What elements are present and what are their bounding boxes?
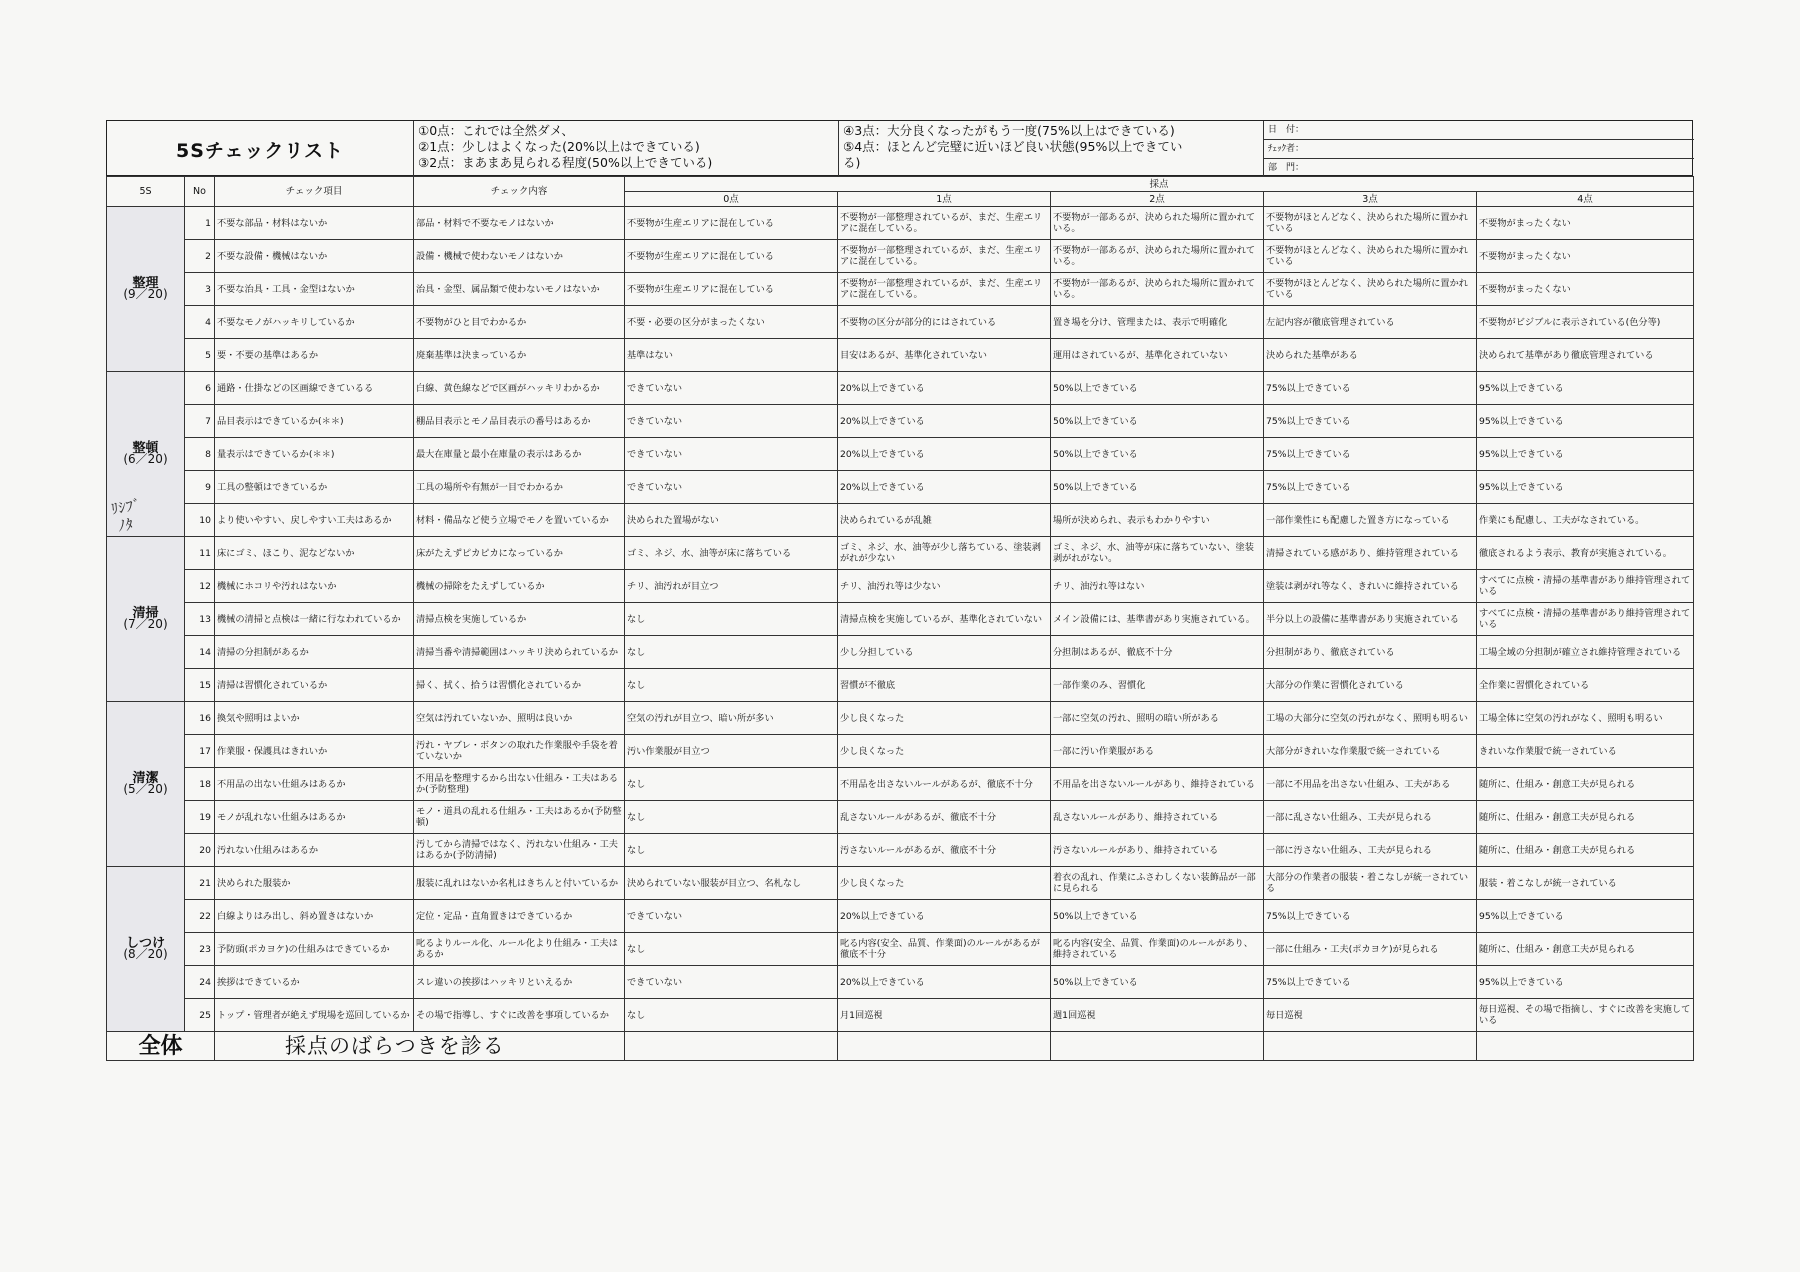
- cell-item: 不要なモノがハッキリしているか: [215, 306, 414, 339]
- table-row: [107, 702, 1694, 735]
- row-number: 16: [185, 702, 215, 735]
- cell-content: 棚品目表示とモノ品目表示の番号はあるか: [414, 405, 625, 438]
- score-cell-3[interactable]: 大部分の作業に習慣化されている: [1264, 669, 1477, 702]
- group-score: (5／20): [123, 782, 168, 796]
- score-cell-2[interactable]: 分担制はあるが、徹底不十分: [1051, 636, 1264, 669]
- row-number: 7: [185, 405, 215, 438]
- score-cell-4[interactable]: すべてに点検・清掃の基準書があり維持管理されている: [1477, 570, 1694, 603]
- col-item: チェック項目: [215, 177, 414, 207]
- score-cell-3[interactable]: 一部に乱さない仕組み、工夫が見られる: [1264, 801, 1477, 834]
- score-cell-4[interactable]: 95%以上できている: [1477, 405, 1694, 438]
- score-cell-1[interactable]: 不用品を出さないルールがあるが、徹底不十分: [838, 768, 1051, 801]
- row-number: 2: [185, 240, 215, 273]
- score-cell-0[interactable]: 汚い作業服が目立つ: [625, 735, 838, 768]
- group-cell: [107, 537, 185, 702]
- row-number: 19: [185, 801, 215, 834]
- score-cell-4[interactable]: 工場全体に空気の汚れがなく、照明も明るい: [1477, 702, 1694, 735]
- score-cell-4[interactable]: 徹底されるよう表示、教育が実施されている。: [1477, 537, 1694, 570]
- score-cell-4[interactable]: 不要物がまったくない: [1477, 207, 1694, 240]
- cell-content: モノ・道具の乱れる仕組み・工夫はあるか(予防整頓): [414, 801, 625, 834]
- score-cell-1[interactable]: 習慣が不徹底: [838, 669, 1051, 702]
- score-cell-0[interactable]: なし: [625, 801, 838, 834]
- cell-content: 材料・備品など使う立場でモノを置いているか: [414, 504, 625, 537]
- score-cell-2[interactable]: 置き場を分け、管理または、表示で明確化: [1051, 306, 1264, 339]
- table-row: [107, 438, 1694, 471]
- group-name: 清掃: [132, 606, 159, 621]
- row-number: 25: [185, 999, 215, 1032]
- cell-content: 工具の場所や有無が一目でわかるか: [414, 471, 625, 504]
- cell-content: 機械の掃除をたえずしているか: [414, 570, 625, 603]
- row-number: 21: [185, 867, 215, 900]
- row-number: 20: [185, 834, 215, 867]
- score-cell-1[interactable]: 少し良くなった: [838, 867, 1051, 900]
- cell-item: 不用品の出ない仕組みはあるか: [215, 768, 414, 801]
- score-cell-2[interactable]: 50%以上できている: [1051, 471, 1264, 504]
- score-cell-0[interactable]: できていない: [625, 966, 838, 999]
- score-cell-4[interactable]: 決められて基準があり徹底管理されている: [1477, 339, 1694, 372]
- score-cell-3[interactable]: 清掃されている感があり、維持管理されている: [1264, 537, 1477, 570]
- cell-item: 要・不要の基準はあるか: [215, 339, 414, 372]
- cell-content: 定位・定品・直角置きはできているか: [414, 900, 625, 933]
- score-cell-0[interactable]: 基準はない: [625, 339, 838, 372]
- date-field[interactable]: 日 付：: [1264, 121, 1694, 140]
- score-cell-1[interactable]: 20%以上できている: [838, 438, 1051, 471]
- group-name: 整頓: [132, 441, 159, 456]
- score-cell-4[interactable]: 95%以上できている: [1477, 471, 1694, 504]
- score-cell-0[interactable]: 不要物が生産エリアに混在している: [625, 240, 838, 273]
- score-cell-1[interactable]: 少し良くなった: [838, 702, 1051, 735]
- table-row: [107, 504, 1694, 537]
- score-cell-2[interactable]: 不要物が一部あるが、決められた場所に置かれている。: [1051, 240, 1264, 273]
- score-cell-1[interactable]: 20%以上できている: [838, 405, 1051, 438]
- cell-content: 清掃当番や清掃範囲はハッキリ決められているか: [414, 636, 625, 669]
- score-cell-2[interactable]: 不要物が一部あるが、決められた場所に置かれている。: [1051, 273, 1264, 306]
- table-row: [107, 834, 1694, 867]
- score-cell-0[interactable]: なし: [625, 636, 838, 669]
- score-cell-3[interactable]: 一部に汚さない仕組み、工夫が見られる: [1264, 834, 1477, 867]
- criteria-right: [839, 121, 1264, 177]
- table-row: [107, 603, 1694, 636]
- score-cell-2[interactable]: 一部に汚い作業服がある: [1051, 735, 1264, 768]
- cell-content: 白線、黄色線などで区画がハッキリわかるか: [414, 372, 625, 405]
- handwritten-note: ﾘｼﾌﾞ ﾉﾀ: [109, 496, 142, 536]
- cell-content: 空気は汚れていないか、照明は良いか: [414, 702, 625, 735]
- table-row: [107, 471, 1694, 504]
- checklist-body: [107, 207, 1694, 1032]
- score-cell-1[interactable]: 不要物が一部整理されているが、まだ、生産エリアに混在している。: [838, 207, 1051, 240]
- row-number: 1: [185, 207, 215, 240]
- checker-field[interactable]: ﾁｪｯｸ者：: [1264, 140, 1694, 159]
- score-cell-2[interactable]: 場所が決められ、表示もわかりやすい: [1051, 504, 1264, 537]
- score-cell-0[interactable]: なし: [625, 834, 838, 867]
- table-row: [107, 801, 1694, 834]
- score-cell-2[interactable]: チリ、油汚れ等はない: [1051, 570, 1264, 603]
- score-cell-4[interactable]: 不要物がビジブルに表示されている(色分等): [1477, 306, 1694, 339]
- score-cell-2[interactable]: 運用はされているが、基準化されていない: [1051, 339, 1264, 372]
- score-cell-2[interactable]: 50%以上できている: [1051, 438, 1264, 471]
- group-score: (9／20): [123, 287, 168, 301]
- cell-content: 設備・機械で使わないモノはないか: [414, 240, 625, 273]
- row-number: 5: [185, 339, 215, 372]
- sheet-header: [106, 120, 1693, 176]
- score-cell-4[interactable]: 95%以上できている: [1477, 372, 1694, 405]
- criteria-line: ②1点：少しはよくなった(20%以上はできている): [418, 139, 700, 154]
- table-row: [107, 339, 1694, 372]
- score-cell-2[interactable]: 50%以上できている: [1051, 900, 1264, 933]
- score-cell-2[interactable]: 着衣の乱れ、作業にふさわしくない装飾品が一部に見られる: [1051, 867, 1264, 900]
- score-cell-2[interactable]: 一部に空気の汚れ、照明の暗い所がある: [1051, 702, 1264, 735]
- table-row: [107, 735, 1694, 768]
- col-score-2: 2点: [1051, 192, 1264, 207]
- col-score-1: 1点: [838, 192, 1051, 207]
- group-cell: [107, 867, 185, 1032]
- score-cell-1[interactable]: チリ、油汚れ等は少ない: [838, 570, 1051, 603]
- row-number: 3: [185, 273, 215, 306]
- group-cell: [107, 702, 185, 867]
- total-cell[interactable]: [1477, 1032, 1694, 1061]
- score-cell-2[interactable]: 50%以上できている: [1051, 372, 1264, 405]
- score-cell-3[interactable]: 一部に不用品を出さない仕組み、工夫がある: [1264, 768, 1477, 801]
- cell-item: 機械の清掃と点検は一緒に行なわれているか: [215, 603, 414, 636]
- score-cell-2[interactable]: 50%以上できている: [1051, 405, 1264, 438]
- score-cell-0[interactable]: なし: [625, 999, 838, 1032]
- score-cell-1[interactable]: 決められているが乱雑: [838, 504, 1051, 537]
- score-cell-2[interactable]: 週1回巡視: [1051, 999, 1264, 1032]
- score-cell-1[interactable]: 叱る内容(安全、品質、作業面)のルールがあるが徹底不十分: [838, 933, 1051, 966]
- criteria-line: ①0点：これでは全然ダメ、: [418, 123, 574, 138]
- score-cell-3[interactable]: 一部に仕組み・工夫(ポカヨケ)が見られる: [1264, 933, 1477, 966]
- score-cell-2[interactable]: 不要物が一部あるが、決められた場所に置かれている。: [1051, 207, 1264, 240]
- score-cell-4[interactable]: すべてに点検・清掃の基準書があり維持管理されている: [1477, 603, 1694, 636]
- row-number: 13: [185, 603, 215, 636]
- group-score: (8／20): [123, 947, 168, 961]
- col-score: 採点: [625, 177, 1694, 192]
- score-cell-2[interactable]: 汚さないルールがあり、維持されている: [1051, 834, 1264, 867]
- score-cell-3[interactable]: 不要物がほとんどなく、決められた場所に置かれている: [1264, 207, 1477, 240]
- score-cell-4[interactable]: 毎日巡視、その場で指摘し、すぐに改善を実施している: [1477, 999, 1694, 1032]
- score-cell-0[interactable]: 不要物が生産エリアに混在している: [625, 207, 838, 240]
- cell-item: 清掃の分担制があるか: [215, 636, 414, 669]
- score-cell-0[interactable]: 不要・必要の区分がまったくない: [625, 306, 838, 339]
- score-cell-3[interactable]: 決められた基準がある: [1264, 339, 1477, 372]
- cell-content: 叱るよりルール化、ルール化より仕組み・工夫はあるか: [414, 933, 625, 966]
- score-cell-3[interactable]: 75%以上できている: [1264, 438, 1477, 471]
- table-row: [107, 867, 1694, 900]
- table-row: [107, 570, 1694, 603]
- table-row: [107, 306, 1694, 339]
- table-row: [107, 900, 1694, 933]
- cell-item: 床にゴミ、ほこり、泥などないか: [215, 537, 414, 570]
- table-row: [107, 240, 1694, 273]
- total-cell[interactable]: [1051, 1032, 1264, 1061]
- table-row: [107, 636, 1694, 669]
- group-name: 清潔: [132, 771, 159, 786]
- score-cell-3[interactable]: 半分以上の設備に基準書があり実施されている: [1264, 603, 1477, 636]
- group-name: 整理: [132, 276, 159, 291]
- score-cell-3[interactable]: 毎日巡視: [1264, 999, 1477, 1032]
- score-cell-1[interactable]: 少し良くなった: [838, 735, 1051, 768]
- score-cell-4[interactable]: 不要物がまったくない: [1477, 273, 1694, 306]
- score-cell-4[interactable]: 工場全域の分担制が確立され維持管理されている: [1477, 636, 1694, 669]
- score-cell-4[interactable]: 随所に、仕組み・創意工夫が見られる: [1477, 801, 1694, 834]
- total-row: [107, 1032, 1694, 1061]
- score-cell-0[interactable]: ゴミ、ネジ、水、油等が床に落ちている: [625, 537, 838, 570]
- row-number: 18: [185, 768, 215, 801]
- table-row: [107, 207, 1694, 240]
- score-cell-0[interactable]: なし: [625, 669, 838, 702]
- score-cell-2[interactable]: 叱る内容(安全、品質、作業面)のルールがあり、維持されている: [1051, 933, 1264, 966]
- score-cell-1[interactable]: 不要物が一部整理されているが、まだ、生産エリアに混在している。: [838, 240, 1051, 273]
- score-cell-1[interactable]: 乱さないルールがあるが、徹底不十分: [838, 801, 1051, 834]
- checklist-sheet: [106, 120, 1693, 1061]
- cell-item: 予防頭(ポカヨケ)の仕組みはできているか: [215, 933, 414, 966]
- score-cell-2[interactable]: ゴミ、ネジ、水、油等が床に落ちていない、塗装剥がれがない。: [1051, 537, 1264, 570]
- row-number: 22: [185, 900, 215, 933]
- score-cell-3[interactable]: 左記内容が徹底管理されている: [1264, 306, 1477, 339]
- row-number: 11: [185, 537, 215, 570]
- table-row: [107, 933, 1694, 966]
- row-number: 23: [185, 933, 215, 966]
- cell-item: より使いやすい、戻しやすい工夫はあるか: [215, 504, 414, 537]
- row-number: 6: [185, 372, 215, 405]
- score-cell-0[interactable]: できていない: [625, 372, 838, 405]
- cell-content: その場で指導し、すぐに改善を事項しているか: [414, 999, 625, 1032]
- score-cell-1[interactable]: 不要物の区分が部分的にはされている: [838, 306, 1051, 339]
- score-cell-3[interactable]: 大部分の作業者の服装・着こなしが統一されている: [1264, 867, 1477, 900]
- cell-item: トップ・管理者が絶えず現場を巡回しているか: [215, 999, 414, 1032]
- score-cell-1[interactable]: ゴミ、ネジ、水、油等が少し落ちている、塗装剥がれが少ない: [838, 537, 1051, 570]
- meta-fields: [1264, 121, 1694, 177]
- row-number: 12: [185, 570, 215, 603]
- cell-item: 挨拶はできているか: [215, 966, 414, 999]
- total-label: 全体: [107, 1032, 215, 1061]
- total-cell[interactable]: [625, 1032, 838, 1061]
- cell-content: 汚れ・ヤブレ・ボタンの取れた作業服や手袋を着ていないか: [414, 735, 625, 768]
- row-number: 4: [185, 306, 215, 339]
- row-number: 17: [185, 735, 215, 768]
- score-cell-4[interactable]: 95%以上できている: [1477, 966, 1694, 999]
- cell-item: 通路・仕掛などの区画線できているる: [215, 372, 414, 405]
- score-cell-1[interactable]: 20%以上できている: [838, 966, 1051, 999]
- criteria-line: ⑤4点：ほとんど完璧に近いほど良い状態(95%以上できてい: [843, 139, 1183, 154]
- cell-item: 不要な設備・機械はないか: [215, 240, 414, 273]
- cell-item: 決められた服装か: [215, 867, 414, 900]
- score-cell-4[interactable]: きれいな作業服で統一されている: [1477, 735, 1694, 768]
- score-cell-0[interactable]: できていない: [625, 900, 838, 933]
- score-cell-3[interactable]: 大部分がきれいな作業服で統一されている: [1264, 735, 1477, 768]
- score-cell-2[interactable]: メイン設備には、基準書があり実施されている。: [1051, 603, 1264, 636]
- score-cell-1[interactable]: 月1回巡視: [838, 999, 1051, 1032]
- score-cell-3[interactable]: 分担制があり、徹底されている: [1264, 636, 1477, 669]
- group-score: (7／20): [123, 617, 168, 631]
- cell-content: 部品・材料で不要なモノはないか: [414, 207, 625, 240]
- score-cell-1[interactable]: 汚さないルールがあるが、徹底不十分: [838, 834, 1051, 867]
- score-cell-3[interactable]: 一部作業性にも配慮した置き方になっている: [1264, 504, 1477, 537]
- cell-content: 清掃点検を実施しているか: [414, 603, 625, 636]
- criteria-line: る): [843, 155, 861, 170]
- row-number: 10: [185, 504, 215, 537]
- score-cell-2[interactable]: 一部作業のみ、習慣化: [1051, 669, 1264, 702]
- table-row: [107, 669, 1694, 702]
- group-cell: [107, 207, 185, 372]
- score-cell-4[interactable]: 随所に、仕組み・創意工夫が見られる: [1477, 768, 1694, 801]
- score-cell-4[interactable]: 随所に、仕組み・創意工夫が見られる: [1477, 933, 1694, 966]
- total-note: 採点のばらつきを診る: [215, 1032, 625, 1061]
- row-number: 14: [185, 636, 215, 669]
- criteria-line: ③2点：まあまあ見られる程度(50%以上できている): [418, 155, 713, 170]
- cell-content: スレ違いの挨拶はハッキリといえるか: [414, 966, 625, 999]
- score-cell-3[interactable]: 工場の大部分に空気の汚れがなく、照明も明るい: [1264, 702, 1477, 735]
- cell-item: モノが乱れない仕組みはあるか: [215, 801, 414, 834]
- score-cell-0[interactable]: 決められた置場がない: [625, 504, 838, 537]
- score-cell-0[interactable]: 決められていない服装が目立つ、名札なし: [625, 867, 838, 900]
- score-cell-3[interactable]: 不要物がほとんどなく、決められた場所に置かれている: [1264, 273, 1477, 306]
- score-cell-4[interactable]: 95%以上できている: [1477, 900, 1694, 933]
- table-row: [107, 405, 1694, 438]
- score-cell-3[interactable]: 不要物がほとんどなく、決められた場所に置かれている: [1264, 240, 1477, 273]
- table-row: [107, 273, 1694, 306]
- cell-content: 床がたえずピカピカになっているか: [414, 537, 625, 570]
- table-row: [107, 768, 1694, 801]
- col-score-0: 0点: [625, 192, 838, 207]
- score-cell-0[interactable]: チリ、油汚れが目立つ: [625, 570, 838, 603]
- score-cell-4[interactable]: 作業にも配慮し、工夫がなされている。: [1477, 504, 1694, 537]
- cell-item: 清掃は習慣化されているか: [215, 669, 414, 702]
- score-cell-0[interactable]: なし: [625, 768, 838, 801]
- col-score-3: 3点: [1264, 192, 1477, 207]
- cell-item: 不要な治具・工具・金型はないか: [215, 273, 414, 306]
- table-row: [107, 537, 1694, 570]
- score-cell-0[interactable]: なし: [625, 933, 838, 966]
- criteria-line: ④3点：大分良くなったがもう一度(75%以上はできている): [843, 123, 1175, 138]
- department-field[interactable]: 部 門：: [1268, 163, 1305, 173]
- col-score-4: 4点: [1477, 192, 1694, 207]
- score-cell-0[interactable]: 空気の汚れが目立つ、暗い所が多い: [625, 702, 838, 735]
- row-number: 8: [185, 438, 215, 471]
- cell-item: 量表示はできているか(＊＊): [215, 438, 414, 471]
- score-cell-2[interactable]: 50%以上できている: [1051, 966, 1264, 999]
- score-cell-1[interactable]: 20%以上できている: [838, 372, 1051, 405]
- score-cell-1[interactable]: 20%以上できている: [838, 471, 1051, 504]
- total-cell[interactable]: [838, 1032, 1051, 1061]
- cell-item: 白線よりはみ出し、斜め置きはないか: [215, 900, 414, 933]
- cell-content: 汚してから清掃ではなく、汚れない仕組み・工夫はあるか(予防清掃): [414, 834, 625, 867]
- cell-content: 廃棄基準は決まっているか: [414, 339, 625, 372]
- cell-content: 治具・金型、属品類で使わないモノはないか: [414, 273, 625, 306]
- score-cell-1[interactable]: 目安はあるが、基準化されていない: [838, 339, 1051, 372]
- table-row: [107, 999, 1694, 1032]
- score-cell-1[interactable]: 少し分担している: [838, 636, 1051, 669]
- cell-item: 品目表示はできているか(＊＊): [215, 405, 414, 438]
- score-cell-4[interactable]: 95%以上できている: [1477, 438, 1694, 471]
- table-row: [107, 966, 1694, 999]
- cell-item: 工具の整頓はできているか: [215, 471, 414, 504]
- cell-item: 機械にホコリや汚れはないか: [215, 570, 414, 603]
- cell-content: 不要物がひと目でわかるか: [414, 306, 625, 339]
- criteria-left: [414, 121, 839, 177]
- score-cell-1[interactable]: 清掃点検を実施しているが、基準化されていない: [838, 603, 1051, 636]
- score-cell-3[interactable]: 75%以上できている: [1264, 966, 1477, 999]
- total-cell[interactable]: [1264, 1032, 1477, 1061]
- score-cell-4[interactable]: 不要物がまったくない: [1477, 240, 1694, 273]
- score-cell-4[interactable]: 全作業に習慣化されている: [1477, 669, 1694, 702]
- group-name: しつけ: [125, 936, 165, 951]
- score-cell-0[interactable]: できていない: [625, 438, 838, 471]
- score-cell-1[interactable]: 20%以上できている: [838, 900, 1051, 933]
- page-title: 5Sチェックリスト: [107, 121, 414, 177]
- col-content: チェック内容: [414, 177, 625, 207]
- score-cell-0[interactable]: なし: [625, 603, 838, 636]
- score-cell-0[interactable]: できていない: [625, 405, 838, 438]
- cell-content: 服装に乱れはないか名札はきちんと付いているか: [414, 867, 625, 900]
- score-cell-4[interactable]: 服装・着こなしが統一されている: [1477, 867, 1694, 900]
- checklist-table: [106, 176, 1694, 1061]
- col-no: No: [185, 177, 215, 207]
- cell-content: 掃く、拭く、拾うは習慣化されているか: [414, 669, 625, 702]
- score-cell-2[interactable]: 乱さないルールがあり、維持されている: [1051, 801, 1264, 834]
- score-cell-3[interactable]: 75%以上できている: [1264, 471, 1477, 504]
- score-cell-0[interactable]: できていない: [625, 471, 838, 504]
- table-row: [107, 372, 1694, 405]
- score-cell-3[interactable]: 75%以上できている: [1264, 372, 1477, 405]
- cell-item: 汚れない仕組みはあるか: [215, 834, 414, 867]
- cell-item: 不要な部品・材料はないか: [215, 207, 414, 240]
- cell-content: 不用品を整理するから出ない仕組み・工夫はあるか(予防整理): [414, 768, 625, 801]
- score-cell-0[interactable]: 不要物が生産エリアに混在している: [625, 273, 838, 306]
- score-cell-1[interactable]: 不要物が一部整理されているが、まだ、生産エリアに混在している。: [838, 273, 1051, 306]
- cell-item: 作業服・保護具はきれいか: [215, 735, 414, 768]
- cell-content: 最大在庫量と最小在庫量の表示はあるか: [414, 438, 625, 471]
- score-cell-3[interactable]: 75%以上できている: [1264, 405, 1477, 438]
- score-cell-2[interactable]: 不用品を出さないルールがあり、維持されている: [1051, 768, 1264, 801]
- row-number: 24: [185, 966, 215, 999]
- group-score: (6／20): [123, 452, 168, 466]
- score-cell-3[interactable]: 75%以上できている: [1264, 900, 1477, 933]
- col-5s: 5S: [107, 177, 185, 207]
- cell-item: 換気や照明はよいか: [215, 702, 414, 735]
- row-number: 9: [185, 471, 215, 504]
- row-number: 15: [185, 669, 215, 702]
- score-cell-3[interactable]: 塗装は剥がれ等なく、きれいに維持されている: [1264, 570, 1477, 603]
- score-cell-4[interactable]: 随所に、仕組み・創意工夫が見られる: [1477, 834, 1694, 867]
